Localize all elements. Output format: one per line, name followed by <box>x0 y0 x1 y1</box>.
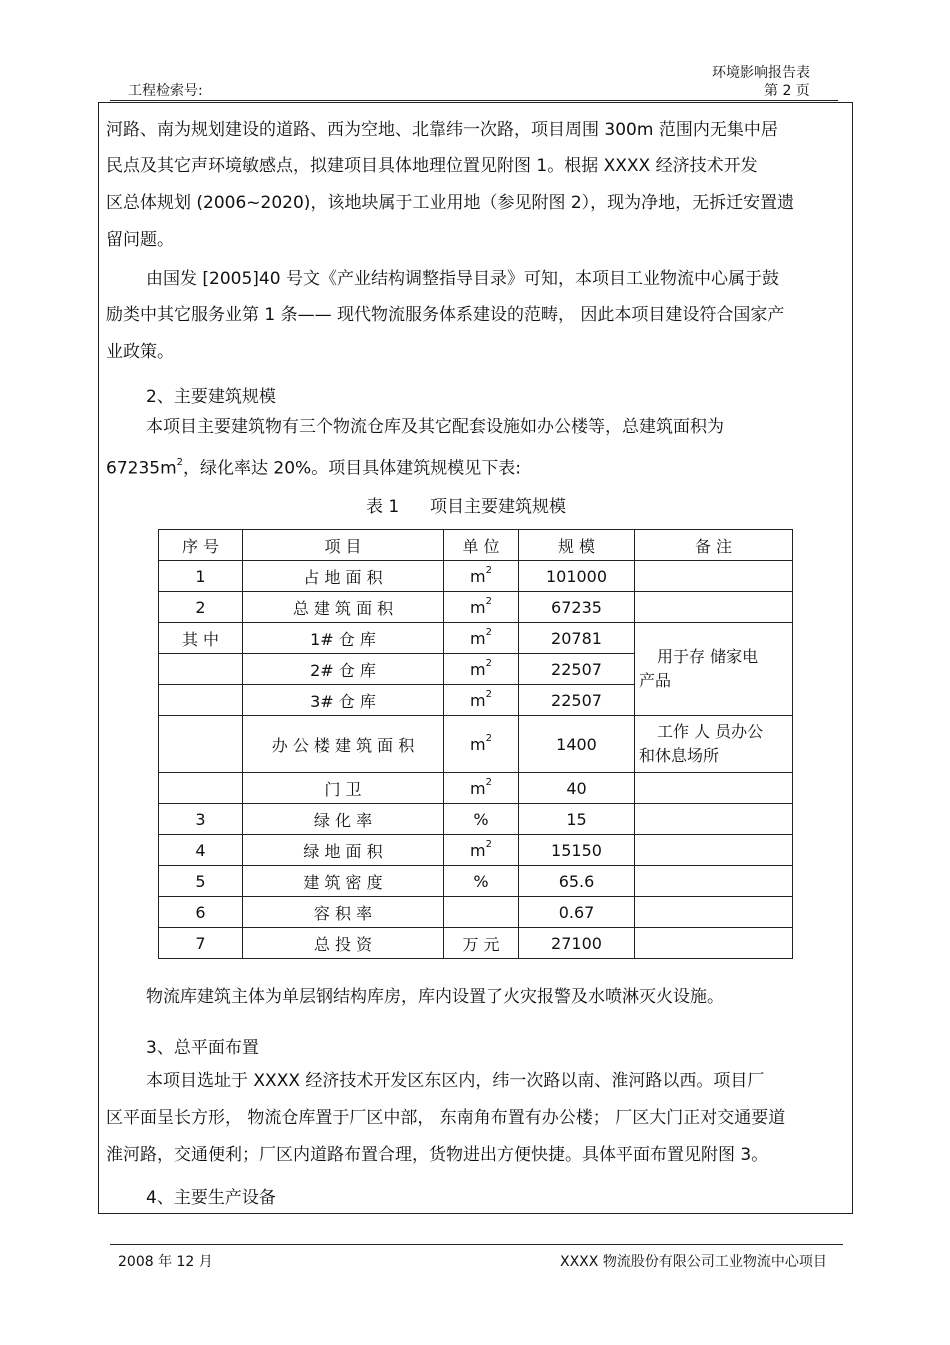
total-area-value: 67235m <box>106 458 177 479</box>
table-caption-number: 表 1 <box>366 497 400 517</box>
row-scale: 20781 <box>519 623 635 654</box>
office-note <box>635 716 793 773</box>
row-item: 总 建 筑 面 积 <box>243 592 444 623</box>
warehouse-note <box>635 623 793 716</box>
para2-line3: 业政策。 <box>106 342 174 362</box>
para1-line3: 区总体规划 (2006~2020)，该地块属于工业用地（参见附图 2），现为净地，无拆迁安置遗 <box>106 193 795 213</box>
table-row <box>159 928 793 959</box>
para4-line3: 淮河路，交通便利；厂区内道路布置合理，货物进出方便快捷。具体平面布置见附图 3。 <box>106 1145 769 1165</box>
row-item: 门 卫 <box>243 773 444 804</box>
para3-line1: 本项目主要建筑物有三个物流仓库及其它配套设施如办公楼等，总建筑面积为 <box>146 417 724 437</box>
section3-heading: 3、总平面布置 <box>146 1038 259 1058</box>
row-scale: 22507 <box>519 685 635 716</box>
row-unit <box>444 928 519 959</box>
para2-line1: 由国发 [2005]40 号文《产业结构调整指导目录》可知，本项目工业物流中心属于鼓 <box>146 269 779 289</box>
unit-sup: 2 <box>485 689 492 701</box>
row-note <box>635 592 793 623</box>
row-item: 容 积 率 <box>243 897 444 928</box>
table-header-row <box>159 530 793 561</box>
row-unit <box>444 654 519 685</box>
row-no: 6 <box>159 897 243 928</box>
row-note <box>635 804 793 835</box>
table-row <box>159 835 793 866</box>
row-scale: 67235 <box>519 592 635 623</box>
row-item: 1# 仓 库 <box>243 623 444 654</box>
row-scale: 0.67 <box>519 897 635 928</box>
footer-date: 2008 年 12 月 <box>118 1254 213 1270</box>
section2-heading: 2、主要建筑规模 <box>146 387 276 407</box>
unit-sup: 2 <box>485 627 492 639</box>
row-item: 总 投 资 <box>243 928 444 959</box>
unit-text: 万 元 <box>462 934 500 954</box>
unit-sup: 2 <box>485 733 492 745</box>
para1-line2: 民点及其它声环境敏感点，拟建项目具体地理位置见附图 1。根据 XXXX 经济技术开发 <box>106 156 758 176</box>
para4-line1: 本项目选址于 XXXX 经济技术开发区东区内，纬一次路以南、淮河路以西。项目厂 <box>146 1071 765 1091</box>
warehouse-note-line1: 用于存 储家电 <box>657 647 759 666</box>
row-scale: 65.6 <box>519 866 635 897</box>
row-item: 2# 仓 库 <box>243 654 444 685</box>
header-rule <box>110 100 838 101</box>
row-note <box>635 561 793 592</box>
table-caption-title: 项目主要建筑规模 <box>430 497 566 517</box>
page-number: 第 2 页 <box>764 83 810 99</box>
row-unit <box>444 685 519 716</box>
office-note-line1: 工作 人 员办公 <box>657 722 764 741</box>
table-row <box>159 592 793 623</box>
unit-text: m <box>470 778 486 798</box>
row-note <box>635 928 793 959</box>
warehouse-note-line2: 产品 <box>639 671 672 690</box>
area-unit-sup: 2 <box>176 457 184 468</box>
row-item: 3# 仓 库 <box>243 685 444 716</box>
row-scale: 40 <box>519 773 635 804</box>
unit-text: m <box>470 566 486 586</box>
row-unit <box>444 716 519 773</box>
row-scale: 22507 <box>519 654 635 685</box>
row-item: 绿 化 率 <box>243 804 444 835</box>
table-row <box>159 623 793 654</box>
row-note <box>635 773 793 804</box>
unit-sup: 2 <box>485 658 492 670</box>
para1-line4: 留问题。 <box>106 230 174 250</box>
para4-line2: 区平面呈长方形， 物流仓库置于厂区中部， 东南角布置有办公楼； 厂区大门正对交通要道 <box>106 1108 786 1128</box>
unit-sup: 2 <box>485 565 492 577</box>
unit-sup: 2 <box>485 777 492 789</box>
col-header-unit: 单 位 <box>444 530 519 561</box>
unit-text: % <box>473 871 489 891</box>
unit-sup: 2 <box>485 596 492 608</box>
row-no <box>159 773 243 804</box>
office-note-line2: 和休息场所 <box>639 746 720 765</box>
row-no <box>159 654 243 685</box>
after-table-text: 物流库建筑主体为单层钢结构库房，库内设置了火灾报警及水喷淋灭火设施。 <box>146 987 724 1007</box>
row-unit <box>444 623 519 654</box>
row-note <box>635 866 793 897</box>
row-no: 2 <box>159 592 243 623</box>
row-no: 其 中 <box>159 623 243 654</box>
unit-sup: 2 <box>485 839 492 851</box>
row-scale: 27100 <box>519 928 635 959</box>
row-scale: 1400 <box>519 716 635 773</box>
row-no: 7 <box>159 928 243 959</box>
unit-text: % <box>473 809 489 829</box>
col-header-scale: 规 模 <box>519 530 635 561</box>
row-unit <box>444 866 519 897</box>
col-header-item: 项 目 <box>243 530 444 561</box>
project-index-label: 工程检索号: <box>128 83 203 99</box>
row-no <box>159 716 243 773</box>
row-item: 绿 地 面 积 <box>243 835 444 866</box>
report-type: 环境影响报告表 <box>712 65 810 81</box>
row-scale: 101000 <box>519 561 635 592</box>
row-item: 占 地 面 积 <box>243 561 444 592</box>
row-unit <box>444 561 519 592</box>
row-scale: 15150 <box>519 835 635 866</box>
unit-text: m <box>470 659 486 679</box>
unit-text: m <box>470 628 486 648</box>
footer-project: XXXX 物流股份有限公司工业物流中心项目 <box>560 1254 827 1270</box>
unit-text: m <box>470 690 486 710</box>
row-note <box>635 835 793 866</box>
para1-line1: 河路、南为规划建设的道路、西为空地、北靠纬一次路，项目周围 300m 范围内无集中居 <box>106 120 778 140</box>
unit-text: m <box>470 597 486 617</box>
row-no <box>159 685 243 716</box>
row-no: 5 <box>159 866 243 897</box>
row-no: 3 <box>159 804 243 835</box>
unit-text: m <box>470 840 486 860</box>
table-row <box>159 716 793 773</box>
col-header-no: 序 号 <box>159 530 243 561</box>
footer-rule <box>110 1244 843 1245</box>
col-header-note: 备 注 <box>635 530 793 561</box>
row-unit <box>444 804 519 835</box>
row-item: 建 筑 密 度 <box>243 866 444 897</box>
para3-line2-rest: ，绿化率达 20%。项目具体建筑规模见下表: <box>183 458 521 479</box>
row-unit <box>444 592 519 623</box>
row-no: 4 <box>159 835 243 866</box>
building-scale-table <box>158 529 793 959</box>
para2-line2: 励类中其它服务业第 1 条—— 现代物流服务体系建设的范畴， 因此本项目建设符合国家产 <box>106 305 785 325</box>
section4-heading: 4、主要生产设备 <box>146 1188 276 1208</box>
row-item: 办 公 楼 建 筑 面 积 <box>243 716 444 773</box>
table-row <box>159 561 793 592</box>
row-note <box>635 897 793 928</box>
table-row <box>159 773 793 804</box>
table-row <box>159 866 793 897</box>
table-row <box>159 804 793 835</box>
row-unit <box>444 773 519 804</box>
row-no: 1 <box>159 561 243 592</box>
row-unit <box>444 835 519 866</box>
table-row <box>159 897 793 928</box>
row-unit <box>444 897 519 928</box>
para3-line2 <box>106 446 521 488</box>
unit-text: m <box>470 734 486 754</box>
row-scale: 15 <box>519 804 635 835</box>
